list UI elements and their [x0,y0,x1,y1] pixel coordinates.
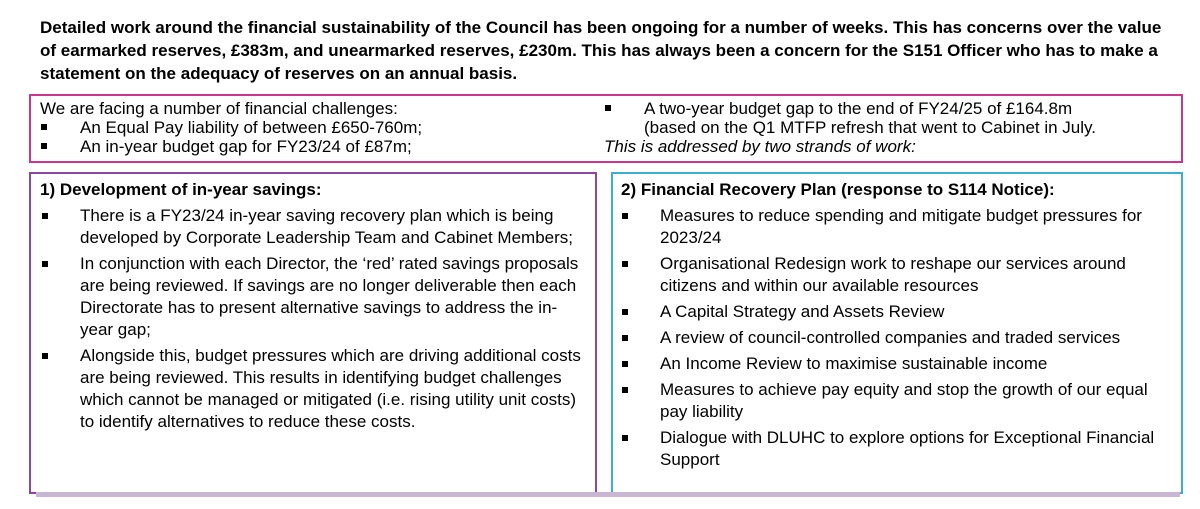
challenge-text: An in-year budget gap for FY23/24 of £87m; [80,137,412,156]
challenge-text: A two-year budget gap to the end of FY24/25 of £164.8m [644,99,1073,118]
list-item-text: A Capital Strategy and Assets Review [660,302,945,321]
bullet-icon [622,387,628,393]
strands-note: This is addressed by two strands of work: [604,137,916,156]
bullet-icon [622,361,628,367]
list-item-text: Alongside this, budget pressures which are driving additional costs are being reviewed. This results in identifying budget challenges which cannot be managed or mitigated (i.e. rising utility unit costs) to identify alternatives to reduce these costs. [80,346,581,431]
bullet-icon [622,309,628,315]
bullet-icon [42,261,48,267]
bullet-icon [41,143,47,149]
bullet-icon [41,124,47,130]
list-item-text: Organisational Redesign work to reshape our services around citizens and within our available resources [660,254,1126,295]
list-item [620,301,1172,323]
bullet-icon [622,261,628,267]
bullet-icon [622,213,628,219]
list-item [620,379,1172,423]
challenge-item [604,99,1179,118]
bullet-icon [622,435,628,441]
recovery-list [620,205,1172,475]
list-item [40,205,588,249]
challenge-text: An Equal Pay liability of between £650-760m; [80,118,423,137]
savings-panel-title: 1) Development of in-year savings: [40,180,322,199]
list-item [620,353,1172,375]
list-item [620,253,1172,297]
list-item-text: A review of council-controlled companies and traded services [660,328,1121,347]
challenges-right-column [604,99,1179,156]
list-item [620,327,1172,349]
list-item [620,205,1172,249]
intro-paragraph: Detailed work around the financial sustainability of the Council has been ongoing for a number of weeks. This has concerns over the value of earmarked reserves, £383m, and unearmarked reserves, £230m. This has always been a concern for the S151 Officer who has to make a statement on the adequacy of reserves on an annual basis. [40,18,1162,83]
list-item-text: Measures to reduce spending and mitigate budget pressures for 2023/24 [660,206,1142,247]
recovery-panel-title: 2) Financial Recovery Plan (response to S114 Notice): [621,180,1055,199]
list-item [40,253,588,341]
list-item-text: There is a FY23/24 in-year saving recovery plan which is being developed by Corporate Leadership Team and Cabinet Members; [80,206,573,247]
list-item [620,427,1172,471]
bullet-icon [605,105,611,111]
bottom-divider [36,492,1180,497]
challenge-item-continuation: (based on the Q1 MTFP refresh that went to Cabinet in July. [644,118,1096,137]
list-item-text: An Income Review to maximise sustainable income [660,354,1048,373]
list-item-text: In conjunction with each Director, the ‘red’ rated savings proposals are being reviewed. If savings are no longer deliverable then each Directorate has to present alternative savings to address the in-year gap; [80,254,579,339]
list-item [40,345,588,433]
savings-list [40,205,588,437]
challenges-left-column [40,99,585,156]
bullet-icon [42,353,48,359]
challenge-item [40,137,585,156]
bullet-icon [42,213,48,219]
bullet-icon [622,335,628,341]
challenges-heading: We are facing a number of financial challenges: [40,99,398,118]
list-item-text: Measures to achieve pay equity and stop the growth of our equal pay liability [660,380,1148,421]
list-item-text: Dialogue with DLUHC to explore options for Exceptional Financial Support [660,428,1155,469]
challenge-item [40,118,585,137]
